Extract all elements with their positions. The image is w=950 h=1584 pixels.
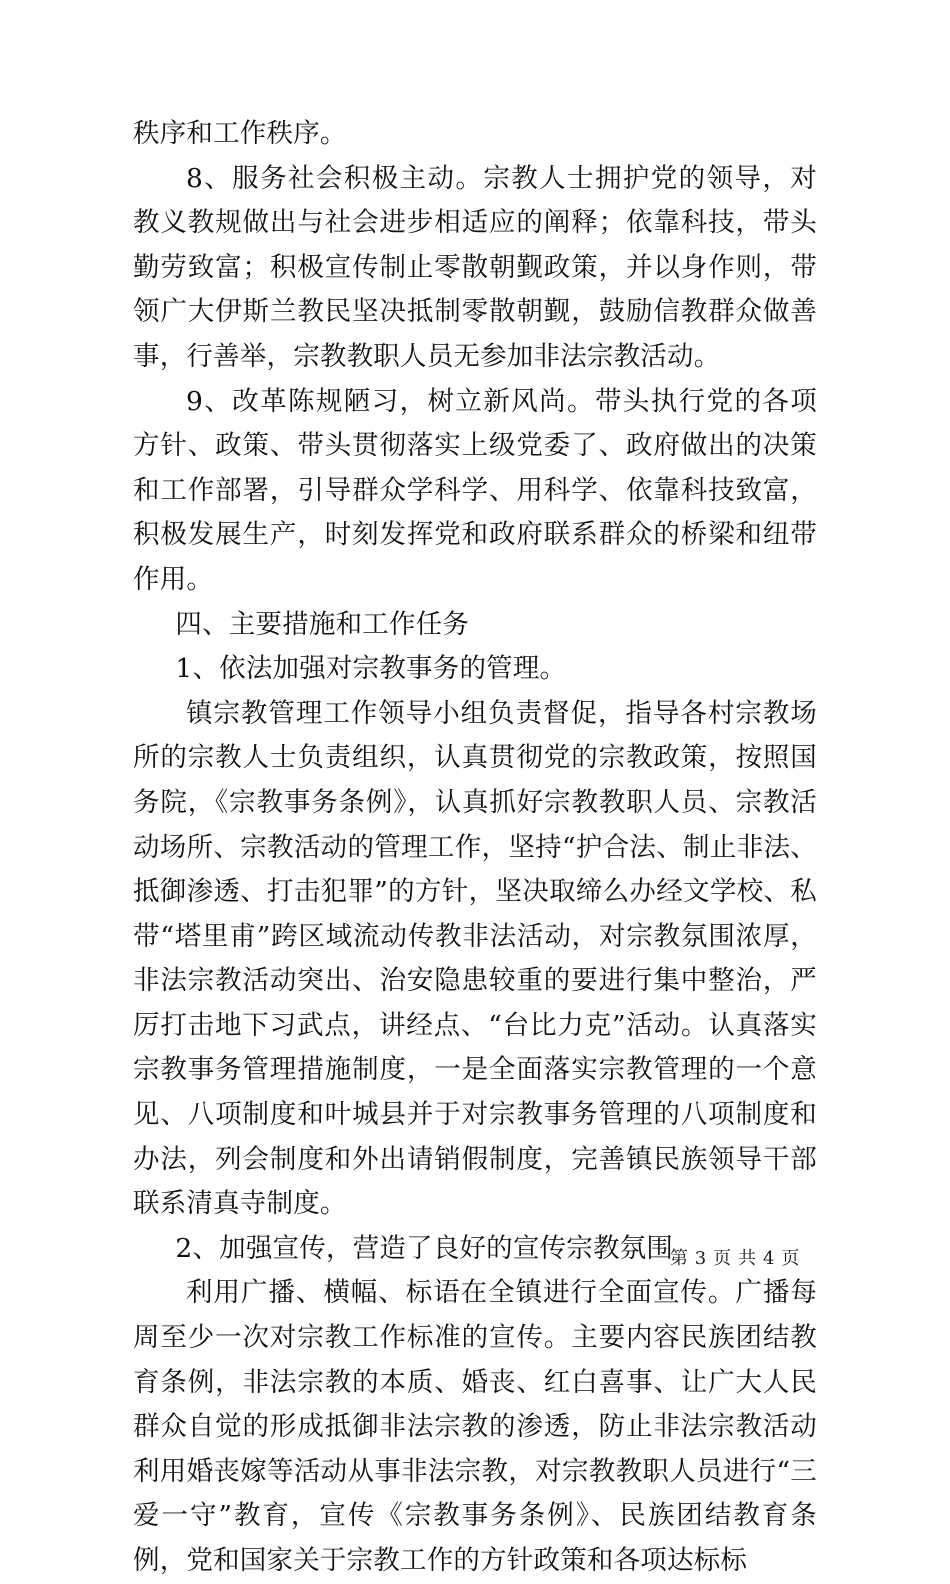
paragraph-item-8: 8、服务社会积极主动。宗教人士拥护党的领导，对教义教规做出与社会进步相适应的阐释；依靠科技，带头勤劳致富；积极宣传制止零散朝觐政策，并以身作则，带领广大伊斯兰教民坚决抵制零散朝觐，鼓励信教群众做善事，行善举，宗教教职人员无参加非法宗教活动。 bbox=[133, 162, 817, 372]
page-number-footer: 第 3 页 共 4 页 bbox=[669, 1248, 800, 1269]
document-text-column bbox=[133, 112, 817, 1584]
paragraph-measure-2-title: 2、加强宣传，营造了良好的宣传宗教氛围 bbox=[175, 1232, 674, 1264]
paragraph-continued-from-previous-page: 秩序和工作秩序。 bbox=[133, 118, 347, 149]
paragraph-measure-1-title: 1、依法加强对宗教事务的管理。 bbox=[175, 653, 567, 685]
paragraph-measure-2-body: 利用广播、横幅、标语在全镇进行全面宣传。广播每周至少一次对宗教工作标准的宣传。主要内容民族团结教育条例，非法宗教的本质、婚丧、红白喜事、让广大人民群众自觉的形成抵御非法宗教的渗透，防止非法宗教活动利用婚丧嫁等活动从事非法宗教，对宗教教职人员进行“三爱一守”教育，宣传《宗教事务条例》、民族团结教育条例，党和国家关于宗教工作的方针政策和各项达标标 bbox=[133, 1277, 817, 1576]
paragraph-measure-1-body: 镇宗教管理工作领导小组负责督促，指导各村宗教场所的宗教人士负责组织，认真贯彻党的宗教政策，按照国务院，《宗教事务条例》，认真抓好宗教教职人员、宗教活动场所、宗教活动的管理工作，坚持“护合法、制止非法、抵御渗透、打击犯罪”的方针，坚决取缔么办经文学校、私带“塔里甫”跨区域流动传教非法活动，对宗教氛围浓厚，非法宗教活动突出、治安隐患较重的要进行集中整治，严厉打击地下习武点，讲经点、“台比力克”活动。认真落实宗教事务管理措施制度，一是全面落实宗教管理的一个意见、八项制度和叶城县并于对宗教事务管理的八项制度和办法，列会制度和外出请销假制度，完善镇民族领导干部联系清真寺制度。 bbox=[133, 697, 817, 1220]
section-heading-four: 四、主要措施和工作任务 bbox=[175, 608, 470, 640]
paragraph-item-9: 9、改革陈规陋习，树立新风尚。带头执行党的各项方针、政策、带头贯彻落实上级党委了、政府做出的决策和工作部署，引导群众学科学、用科学、依靠科技致富，积极发展生产，时刻发挥党和政府联系群众的桥梁和纽带作用。 bbox=[133, 385, 817, 595]
